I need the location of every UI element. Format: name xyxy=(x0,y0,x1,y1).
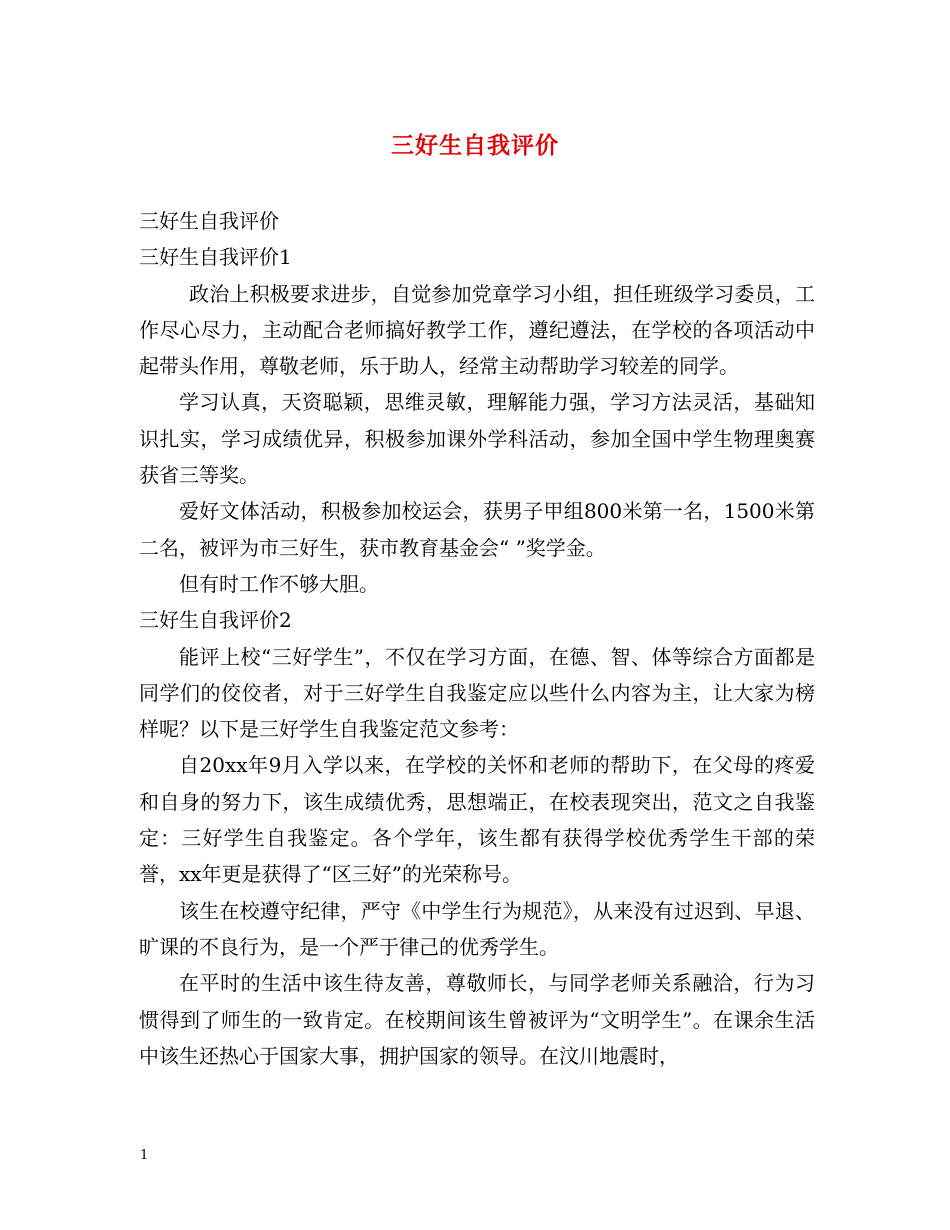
section-heading: 三好生自我评价 xyxy=(139,209,279,233)
body-paragraph: 自20xx年9月入学以来，在学校的关怀和老师的帮助下，在父母的疼爱和自身的努力下，该生成绩优秀，思想端正，在校表现突出，范文之自我鉴定：三好学生自我鉴定。各个学年，该生都有获得学校优秀学生干部的荣誉，xx年更是获得了“区三好”的光荣称号。 xyxy=(139,753,815,887)
body-paragraph: 能评上校“三好学生”，不仅在学习方面，在德、智、体等综合方面都是同学们的佼佼者，对于三好学生自我鉴定应以些什么内容为主，让大家为榜样呢？以下是三好学生自我鉴定范文参考： xyxy=(139,644,815,742)
body-paragraph: 爱好文体活动，积极参加校运会，获男子甲组800米第一名，1500米第二名，被评为市三好生，获市教育基金会“ ”奖学金。 xyxy=(139,499,815,560)
page-number: 1 xyxy=(140,1148,149,1163)
body-paragraph: 但有时工作不够大胆。 xyxy=(179,571,379,596)
body-paragraph: 学习认真，天资聪颖，思维灵敏，理解能力强，学习方法灵活，基础知识扎实，学习成绩优异，积极参加课外学科活动，参加全国中学生物理奥赛获省三等奖。 xyxy=(139,390,815,488)
body-paragraph: 政治上积极要求进步，自觉参加党章学习小组，担任班级学习委员，工作尽心尽力，主动配合老师搞好教学工作，遵纪遵法，在学校的各项活动中起带头作用，尊敬老师，乐于助人，经常主动帮助学习较差的同学。 xyxy=(139,281,815,379)
document-title: 三好生自我评价 xyxy=(391,132,559,159)
body-paragraph: 在平时的生活中该生待友善，尊敬师长，与同学老师关系融洽，行为习惯得到了师生的一致肯定。在校期间该生曾被评为“文明学生”。在课余生活中该生还热心于国家大事，拥护国家的领导。在汶川地震时， xyxy=(139,971,815,1068)
body-paragraph: 该生在校遵守纪律，严守《中学生行为规范》，从来没有过迟到、早退、旷课的不良行为，是一个严于律己的优秀学生。 xyxy=(139,898,815,959)
section-heading: 三好生自我评价1 xyxy=(139,245,292,270)
document-body xyxy=(139,203,815,1074)
section-heading: 三好生自我评价2 xyxy=(139,608,292,633)
